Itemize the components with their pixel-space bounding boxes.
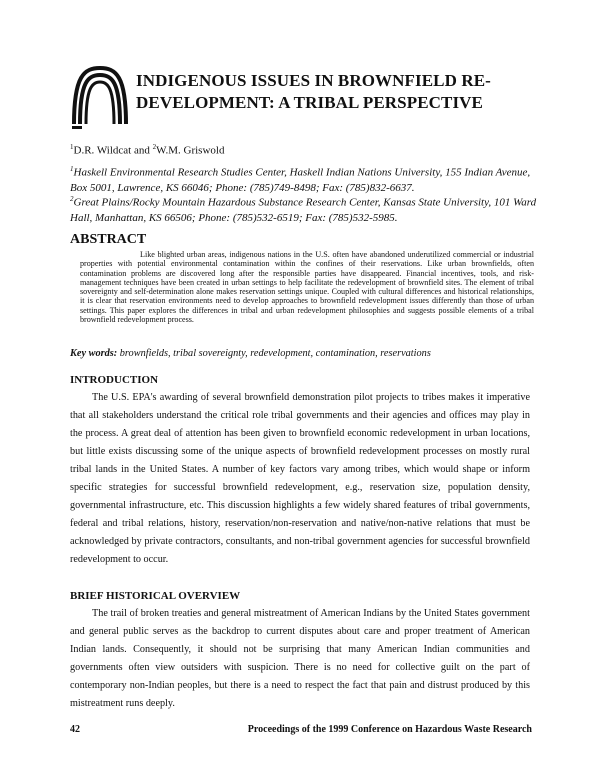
history-paragraph: The trail of broken treaties and general mistreatment of American Indians by the United States government and general public serves as the backdrop to current disputes about care and proper treatment of American Indian lands. Consequently, it should not be surprising that many American Indian communities and governments often view outsiders with suspicion. There is no need for collective guilt on the part of contemporary non-Indian peoples, but there is a need to respect the fact that pain and distrust produced by this mistreatment runs deeply. bbox=[70, 608, 530, 709]
affiliation-1: $^1$Haskell Environmental Research Studies Center, Haskell Indian Nations University, 155 Indian Avenue, Box 5001, Lawrence, KS 66046; Phone: (785)749-8498; Fax: (785)832-6637. bbox=[70, 165, 531, 194]
introduction-heading: INTRODUCTION bbox=[70, 374, 159, 386]
paper-title: INDIGENOUS ISSUES IN BROWNFIELD RE-DEVELOPMENT: A TRIBAL PERSPECTIVE bbox=[136, 71, 491, 112]
affiliation-2: $^2$Great Plains/Rocky Mountain Hazardous Substance Research Center, Kansas State University, 101 Ward Hall, Manhattan, KS 66506; Phone: (785)532-6519; Fax: (785)532-5985. bbox=[70, 195, 537, 224]
author-1: D.R. Wildcat and bbox=[73, 144, 153, 157]
author-1-marker: 1 bbox=[70, 143, 74, 151]
author-2-marker: 2 bbox=[152, 143, 157, 151]
introduction-paragraph: The U.S. EPA's awarding of several brownfield demonstration pilot projects to tribes makes it imperative that all stakeholders understand the critical role tribal governments and their agencies and offices may play in the process. A great deal of attention has been given to brownfield economic redevelopment in urban locations, but little exists discussing some of the unique aspects of brownfield redevelopment processes on mostly rural tribal lands in the United States. A number of key factors vary among tribes, which would shape or inform specific strategies for successful brownfield redevelopment, e.g., reservation size, population density, governmental infrastructure, etc. This discussion highlights a few widely shared features of tribal governments, federal and tribal relations, history, reservation/non-reservation and native/non-native relations that must be acknowledged by private contractors, consultants, and non-tribal government agencies for successful brownfield redevelopment to occur. bbox=[70, 392, 530, 565]
keywords-label: Key words: bbox=[70, 348, 118, 359]
keywords-list: brownfields, tribal sovereignty, redevelopment, contamination, reservations bbox=[119, 348, 431, 359]
keywords bbox=[70, 348, 431, 359]
arch-logo-icon bbox=[70, 66, 130, 132]
abstract-heading: ABSTRACT bbox=[70, 232, 147, 247]
abstract-text: Like blighted urban areas, indigenous nations in the U.S. often have abandoned underutilized commercial or industrial properties with potential environmental contamination within the confines of their reservations. Like urban brownfields, often contamination problems are discovered long after the responsible parties have disappeared. Financial incentives, tools, and risk-management techniques have been created in urban settings to help facilitate the redevelopment of brownfield sites. The element of tribal sovereignty and self-determination alone makes reservation settings unique. Coupled with cultural differences and historical relationships, it is clear that reservation environments need to develop approaches to brownfield redevelopment issues differently than those of urban settings. This paper explores the differences in tribal and urban redevelopment philosophies and suggests possible elements of a tribal brownfield redevelopment process. bbox=[80, 250, 534, 325]
journal-name: Proceedings of the 1999 Conference on Hazardous Waste Research bbox=[247, 724, 532, 735]
author-line bbox=[70, 143, 224, 157]
history-heading: BRIEF HISTORICAL OVERVIEW bbox=[70, 590, 241, 602]
page-number: 42 bbox=[70, 724, 80, 735]
author-2: W.M. Griswold bbox=[156, 144, 225, 157]
